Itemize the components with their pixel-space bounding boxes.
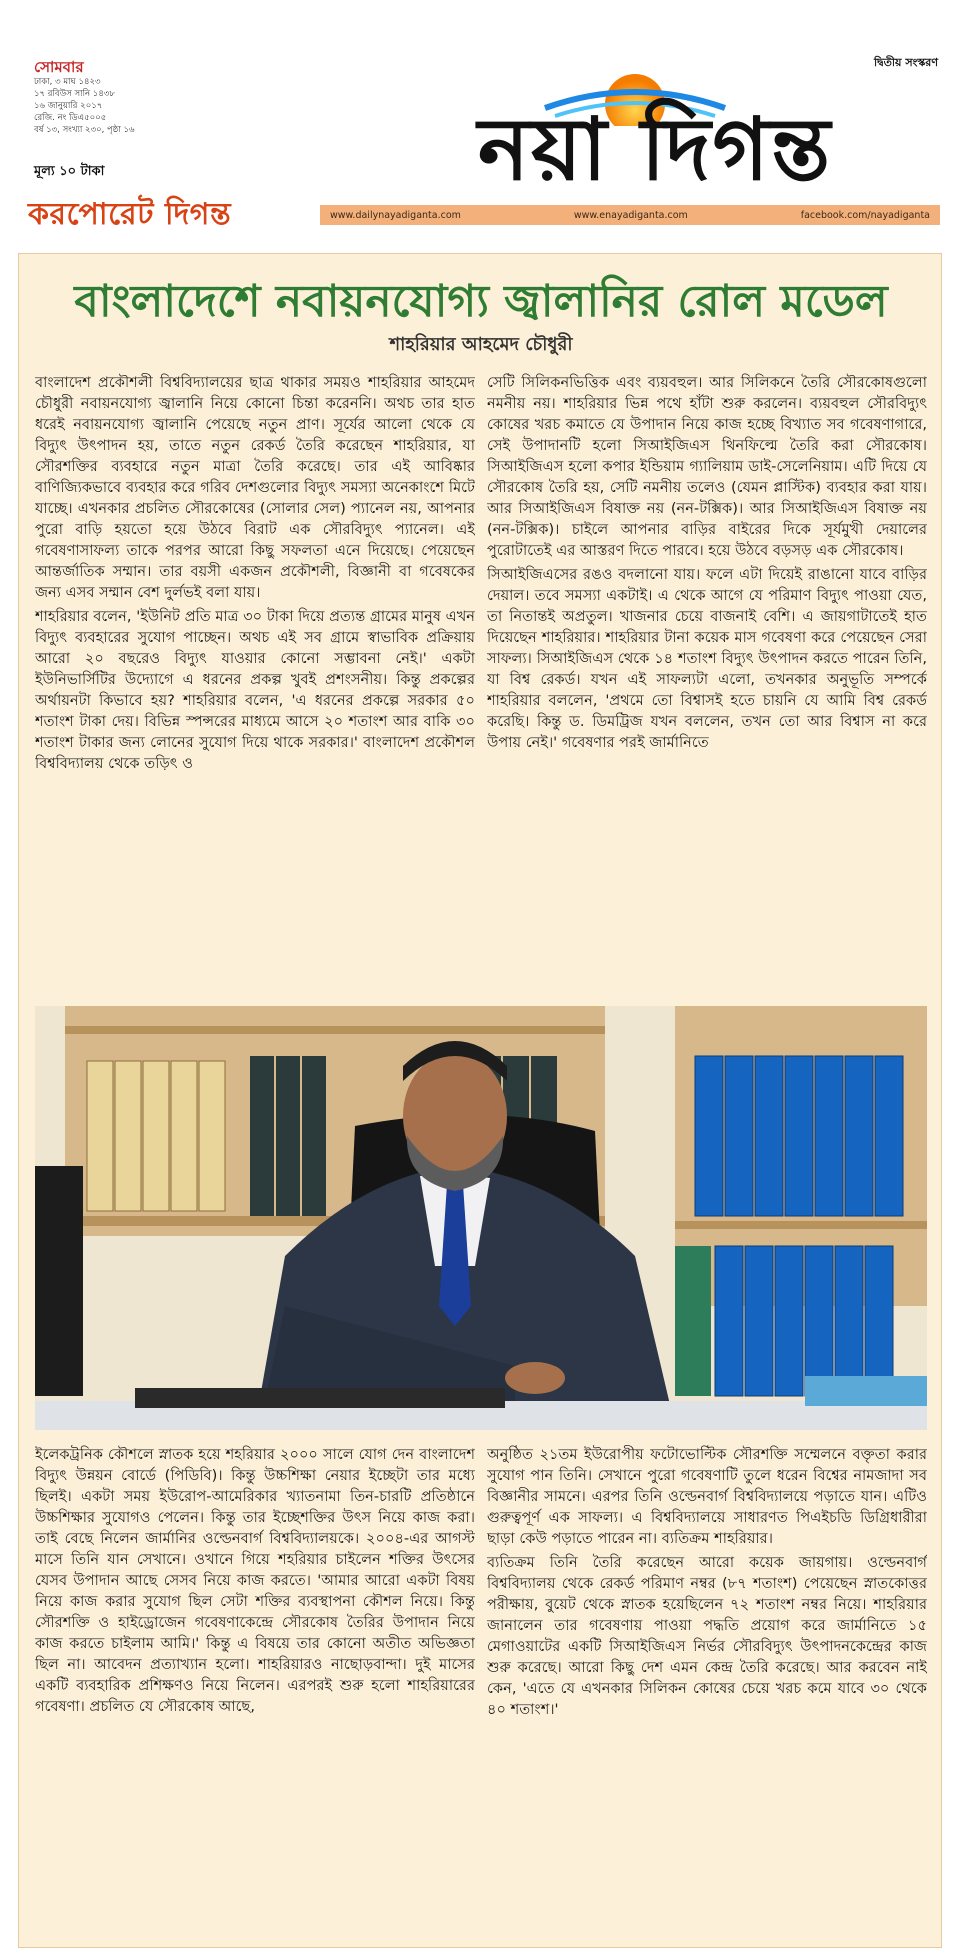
article-column-3: [35, 1444, 475, 1939]
date-line: বর্ষ ১৩, সংখ্যা ২৩০, পৃষ্ঠা ১৬: [34, 125, 135, 135]
article-column-4: [487, 1444, 927, 1939]
newspaper-logo: [370, 48, 940, 198]
article-headline: বাংলাদেশে নবায়নযোগ্য জ্বালানির রোল মডেল: [74, 276, 888, 327]
logo-wordmark: নয়া দিগন্ত: [477, 99, 833, 200]
paragraph: অনুষ্ঠিত ২১তম ইউরোপীয় ফটোভোল্টিক সৌরশক্তি সম্মেলনে বক্তৃতা করার সুযোগ পান তিনি। সেখানে পুরো গবেষণাটি তুলে ধরেন বিশ্বের নামজাদা সব বিজ্ঞানীর সামনে। এরপর তিনি ওল্ডেনবার্গ বিশ্ববিদ্যালয়ে পড়াতে যান। এটিও গুরুত্বপূর্ণ এক সাফল্য। এ বিশ্ববিদ্যালয়ে সাধারণত পিএইচডি ডিগ্রিধারীরা ছাড়া কেউ পড়াতে পারেন না। ব্যতিক্রম শাহরিয়ার।: [487, 1446, 927, 1547]
paragraph: সিআইজিএসের রঙও বদলানো যায়। ফলে এটা দিয়েই রাঙানো যাবে বাড়ির দেয়াল। তবে সমস্যা একটাই। এ থেকে আগে যে পরিমাণ বিদ্যুৎ পাওয়া যেত, তা নিতান্তই অপ্রতুল। খাজনার চেয়ে বাজনাই বেশি। এ জায়গাটাতেই হাত দিয়েছেন শাহরিয়ার। শাহরিয়ার টানা কয়েক মাস গবেষণা করে পেয়েছেন সেরা সাফল্য। সিআইজিএস থেকে ১৪ শতাংশ বিদ্যুৎ উৎপাদন করতে পারেন তিনি, যা বিশ্ব রেকর্ড। যখন এই সাফল্যটা এলো, তখনকার অনুভূতি সম্পর্কে শাহরিয়ার বললেন, 'প্রথমে তো বিশ্বাসই হতে চায়নি যে আমি বিশ্ব রেকর্ড করেছি। কিন্তু ড. ডিমট্রিজ যখন বললেন, তখন তো আর বিশ্বাস না করে উপায় নেই।' গবেষণার পরই জার্মানিতে: [487, 566, 927, 751]
article-column-1: [35, 372, 475, 1032]
portrait-photo: [35, 1006, 927, 1430]
paragraph: সেটি সিলিকনভিত্তিক এবং ব্যয়বহুল। আর সিলিকনে তৈরি সৌরকোষগুলো নমনীয় নয়। শাহরিয়ার ভিন্ন পথে হাঁটা শুরু করলেন। ব্যয়বহুল সৌরবিদ্যুৎ কোষের খরচ কমাতে যে উপাদান নিয়ে কাজ হচ্ছে বিখ্যাত সব গবেষণাগারে, সেই উপাদানটি হলো সিআইজিএস থিনফিল্মে তৈরি করা সৌরকোষ। সিআইজিএস হলো কপার ইন্ডিয়াম গ্যালিয়াম ডাই-সেলেনিয়াম। এটি দিয়ে যে সৌরকোষ তৈরি হয়, সেটি নমনীয় তলেও (যেমন প্লাস্টিক) ব্যবহার করা যায়। আর সিআইজিএস বিষাক্ত নয় (নন-টক্সিক)। আর সিআইজিএস বিষাক্ত নয় (নন-টক্সিক)। চাইলে আপনার বাড়ির বাইরের দিকে সূর্যমুখী দেয়ালের পুরোটাতেই এর আস্তরণ দিতে পারবে। হয়ে উঠবে বড়সড় এক সৌরকোষ।: [487, 374, 927, 559]
edition-label: দ্বিতীয় সংস্করণ: [873, 56, 938, 69]
article-column-2: [487, 372, 927, 1032]
office-portrait-image: [35, 1006, 927, 1430]
price-label: মূল্য ১০ টাকা: [34, 164, 105, 179]
date-line: ১৬ জানুয়ারি ২০১৭: [34, 101, 103, 111]
website-link[interactable]: www.dailynayadiganta.com: [330, 209, 461, 221]
facebook-link[interactable]: facebook.com/nayadiganta: [800, 209, 930, 221]
date-block: [34, 58, 184, 136]
date-line: ১৭ রবিউস সানি ১৪৩৮: [34, 89, 115, 99]
paragraph: ব্যতিক্রম তিনি তৈরি করেছেন আরো কয়েক জায়গায়। ওল্ডেনবার্গ বিশ্ববিদ্যালয় থেকে রেকর্ড পরিমাণ নম্বর (৮৭ শতাংশ) পেয়েছেন স্নাতকোত্তর পরীক্ষায়, বুয়েট থেকে স্নাতক হয়েছিলেন ৭২ শতাংশ নম্বর নিয়ে। শাহরিয়ার জানালেন তার গবেষণায় পাওয়া পদ্ধতি প্রয়োগ করে জার্মানিতে ১৫ মেগাওয়াটের একটি সিআইজিএস নির্ভর সৌরবিদ্যুৎ উৎপাদনকেন্দ্রের কাজ শুরু করেছে। আরো কিছু দেশ এমন কেন্দ্র তৈরি করেছে। আর করবেন নাই কেন, 'এতে যে এখনকার সিলিকন কোষের চেয়ে খরচ কমে যাবে ৩০ থেকে ৪০ শতাংশ।': [487, 1554, 927, 1718]
date-line: ঢাকা, ৩ মাঘ ১৪২৩: [34, 77, 101, 87]
masthead: [0, 0, 960, 250]
article: [18, 253, 942, 1948]
paragraph: শাহরিয়ার বলেন, 'ইউনিট প্রতি মাত্র ৩০ টাকা দিয়ে প্রত্যন্ত গ্রামের মানুষ এখন বিদ্যুৎ ব্যবহারের সুযোগ পাচ্ছেন। অথচ এই সব গ্রামে স্বাভাবিক প্রক্রিয়ায় আরো ২০ বছরেও বিদ্যুৎ যাওয়ার কোনো সম্ভাবনা নেই।' একটা ইউনিভার্সিটির উদ্যোগে এ ধরনের প্রকল্প খুবই প্রশংসনীয়। কিন্তু প্রকল্পের অর্থায়নটা কিভাবে হয়? শাহরিয়ার বলেন, 'এ ধরনের প্রকল্পে সরকার ৫০ শতাংশ টাকা দেয়। বিভিন্ন স্পন্সরের মাধ্যমে আসে ২০ শতাংশ আর বাকি ৩০ শতাংশ টাকার জন্য লোনের সুযোগ দিয়ে থাকে সরকার।' বাংলাদেশ প্রকৌশল বিশ্ববিদ্যালয় থেকে তড়িৎ ও: [35, 608, 475, 772]
date-line: রেজি. নং ডিএ৫০০৫: [34, 113, 107, 123]
paragraph: বাংলাদেশ প্রকৌশলী বিশ্ববিদ্যালয়ের ছাত্র থাকার সময়ও শাহরিয়ার আহমেদ চৌধুরী নবায়নযোগ্য জ্বালানি নিয়ে কোনো চিন্তা করেননি। অথচ তার হাত ধরেই নবায়নযোগ্য জ্বালানি পেয়েছে নতুন প্রাণ। সূর্যের আলো থেকে যে বিদ্যুৎ উৎপাদন হয়, তাতে নতুন রেকর্ড তৈরি করেছেন শাহরিয়ার, যা সৌরশক্তির ব্যবহারে নতুন মাত্রা তৈরি করেছে। তার এই আবিষ্কার বাণিজ্যিকভাবে ব্যবহার করে গরিব দেশগুলোর বিদ্যুৎ সমস্যা অনেকাংশে মিটে যাচ্ছে। এখনকার প্রচলিত সৌরকোষের (সোলার সেল) প্যানেল নয়, আপনার পুরো বাড়ি হয়তো হয়ে উঠবে বিরাট এক সৌরবিদ্যুৎ প্যানেল। এই গবেষণাসাফল্য তাকে পরপর আরো কিছু সফলতা এনে দিয়েছে। পেয়েছেন আন্তর্জাতিক সম্মান। তার বয়সী একজন প্রকৌশলী, বিজ্ঞানী বা গবেষকের জন্য এসব সম্মান বেশ দুর্লভই বলা যায়।: [35, 374, 475, 601]
weekday: সোমবার: [34, 58, 84, 76]
paragraph: ইলেকট্রনিক কৌশলে স্নাতক হয়ে শহরিয়ার ২০০০ সালে যোগ দেন বাংলাদেশ বিদ্যুৎ উন্নয়ন বোর্ডে (পিডিবি)। কিন্তু উচ্চশিক্ষা নেয়ার ইচ্ছেটা তার মধ্যে ছিলই। একটা সময় ইউরোপ-আমেরিকার খ্যাতনামা তিন-চারটি প্রতিষ্ঠানে উচ্চশিক্ষার সুযোগও পেলেন। কিন্তু তার ইচ্ছেশক্তির উৎস নিয়ে কাজ করা। তাই বেছে নিলেন জার্মানির ওল্ডেনবার্গ বিশ্ববিদ্যালয়কে। ২০০৪-এর আগস্ট মাসে তিনি যান সেখানে। ওখানে গিয়ে শহরিয়ার চাইলেন শক্তির উৎসের যেসব উপাদান আছে সেসব নিয়ে কাজ করতে। 'আমার আরো একটা বিষয় নিয়ে কাজ করার সুযোগ ছিল সেটা শক্তির ব্যবস্থাপনা কৌশল নিয়ে। কিন্তু সৌরশক্তি ও হাইড্রোজেন গবেষণাকেন্দ্রে সৌরকোষ তৈরির উপাদান নিয়ে কাজ করতে চাইলাম আমি।' কিন্তু এ বিষয়ে তার কোনো অতীত অভিজ্ঞতা ছিল না। আবেদন প্রত্যাখ্যান হলো। শাহরিয়ারও নাছোড়বান্দা। দুই মাসের একটি ব্যবহারিক প্রশিক্ষণও নিয়ে নিলেন। এরপরই শুরু হলো শাহরিয়ারের গবেষণা। প্রচলিত যে সৌরকোষ আছে,: [35, 1446, 475, 1715]
article-byline: শাহরিয়ার আহমেদ চৌধুরী: [389, 334, 573, 355]
url-bar: [320, 205, 940, 225]
section-name: করপোরেট দিগন্ত: [28, 197, 232, 232]
epaper-link[interactable]: www.enayadiganta.com: [573, 209, 688, 221]
